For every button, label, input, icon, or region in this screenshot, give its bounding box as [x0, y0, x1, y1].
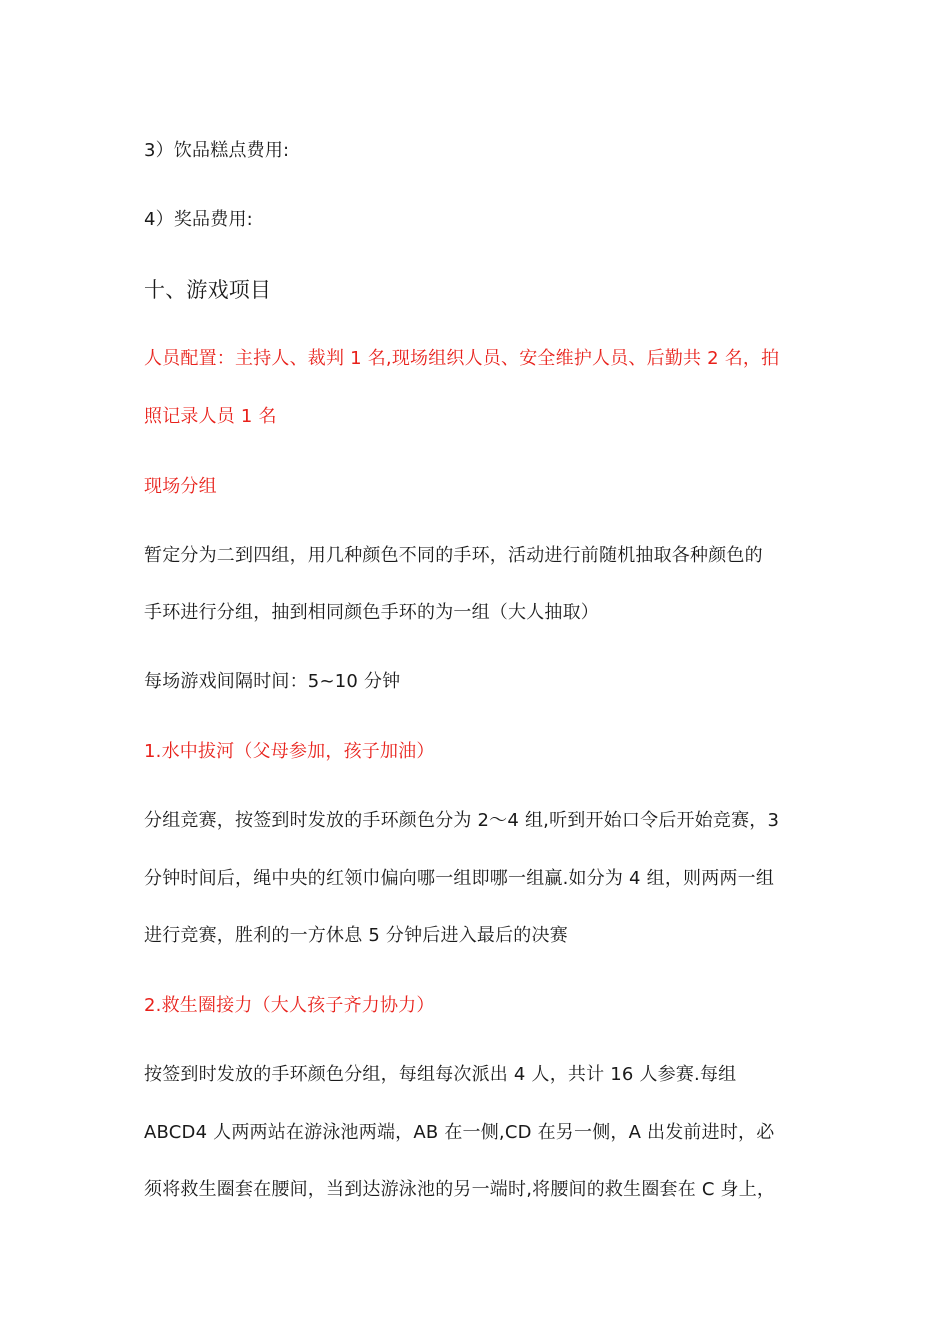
game-1-text-1: 分组竞赛，按签到时发放的手环颜色分为 2～4 组,听到开始口令后开始竞赛，3	[144, 810, 780, 831]
grouping-text-1: 暂定分为二到四组，用几种颜色不同的手环，活动进行前随机抽取各种颜色的	[144, 545, 763, 566]
game-2-text-3: 须将救生圈套在腰间，当到达游泳池的另一端时,将腰间的救生圈套在 C 身上，	[144, 1179, 776, 1200]
game-1-title: 1.水中拔河（父母参加，孩子加油）	[144, 741, 435, 762]
game-2-title: 2.救生圈接力（大人孩子齐力协力）	[144, 995, 435, 1016]
interval-text: 每场游戏间隔时间：5~10 分钟	[144, 671, 401, 692]
game-1-text-2: 分钟时间后，绳中央的红领巾偏向哪一组即哪一组赢.如分为 4 组，则两两一组	[144, 868, 775, 889]
section-heading-games: 十、游戏项目	[144, 278, 272, 302]
game-2-text-2: ABCD4 人两两站在游泳池两端，AB 在一侧,CD 在另一侧，A 出发前进时，必	[144, 1122, 775, 1143]
budget-item-prizes: 4）奖品费用:	[144, 209, 253, 230]
staffing-line-1: 人员配置：主持人、裁判 1 名,现场组织人员、安全维护人员、后勤共 2 名，拍	[144, 348, 780, 369]
game-2-text-1: 按签到时发放的手环颜色分组，每组每次派出 4 人，共计 16 人参赛.每组	[144, 1064, 737, 1085]
subheading-grouping: 现场分组	[144, 476, 217, 497]
staffing-line-2: 照记录人员 1 名	[144, 406, 277, 427]
game-1-text-3: 进行竞赛，胜利的一方休息 5 分钟后进入最后的决赛	[144, 925, 568, 946]
grouping-text-2: 手环进行分组，抽到相同颜色手环的为一组（大人抽取）	[144, 602, 599, 623]
budget-item-snacks: 3）饮品糕点费用:	[144, 140, 290, 161]
